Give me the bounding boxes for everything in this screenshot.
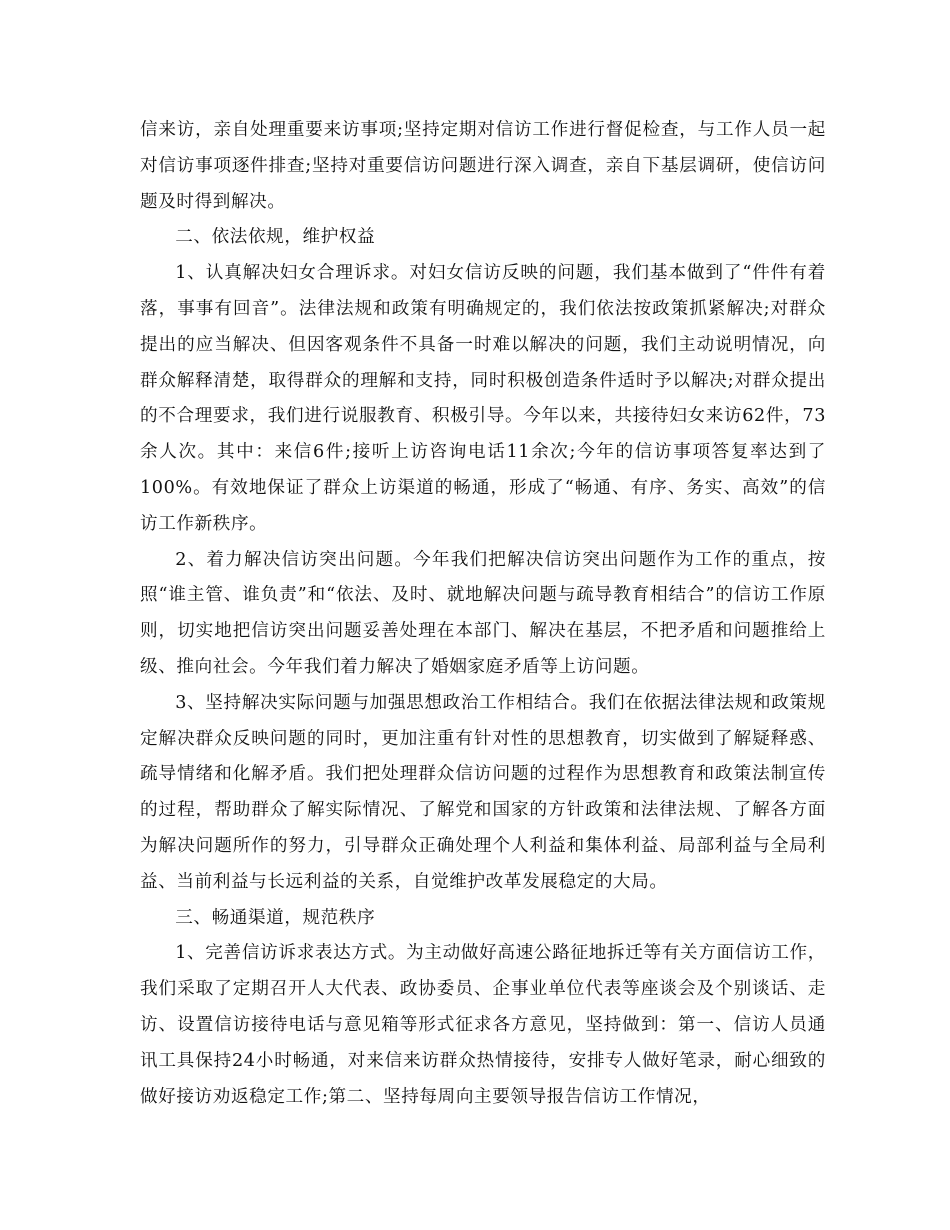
paragraph-2-1: 1、认真解决妇女合理诉求。对妇女信访反映的问题，我们基本做到了“件件有着落，事事有回音”。法律法规和政策有明确规定的，我们依法按政策抓紧解决;对群众提出的应当解决、但因客观条件不具备一时难以解决的问题，我们主动说明情况，向群众解释清楚，取得群众的理解和支持，同时积极创造条件适时予以解决;对群众提出的不合理要求，我们进行说服教育、积极引导。今年以来，共接待妇女来访62件，73余人次。其中：来信6件;接听上访咨询电话11余次;今年的信访事项答复率达到了100%。有效地保证了群众上访渠道的畅通，形成了“畅通、有序、务实、高效”的信访工作新秩序。 xyxy=(140,263,826,534)
section-heading-2: 二、依法依规，维护权益 xyxy=(175,227,376,248)
paragraph-3-1: 1、完善信访诉求表达方式。为主动做好高速公路征地拆迁等有关方面信访工作，我们采取了定期召开人大代表、政协委员、企事业单位代表等座谈会及个别谈话、走访、设置信访接待电话与意见箱等形式征求各方意见，坚持做到：第一、信访人员通讯工具保持24小时畅通，对来信来访群众热情接待，安排专人做好笔录，耐心细致的做好接访劝返稳定工作;第二、坚持每周向主要领导报告信访工作情况， xyxy=(140,943,826,1107)
paragraph-2-3: 3、坚持解决实际问题与加强思想政治工作相结合。我们在依据法律法规和政策规定解决群众反映问题的同时，更加注重有针对性的思想教育，切实做到了解疑释惑、疏导情绪和化解矛盾。我们把处理群众信访问题的过程作为思想教育和政策法制宣传的过程，帮助群众了解实际情况、了解党和国家的方针政策和法律法规、了解各方面为解决问题所作的努力，引导群众正确处理个人利益和集体利益、局部利益与全局利益、当前利益与长远利益的关系，自觉维护改革发展稳定的大局。 xyxy=(140,692,826,892)
paragraph-continuation: 信来访，亲自处理重要来访事项;坚持定期对信访工作进行督促检查，与工作人员一起对信访事项逐件排查;坚持对重要信访问题进行深入调查，亲自下基层调研，使信访问题及时得到解决。 xyxy=(140,120,826,212)
document-body xyxy=(140,113,826,1115)
section-heading-3: 三、畅通渠道，规范秩序 xyxy=(175,907,376,928)
paragraph-2-2: 2、着力解决信访突出问题。今年我们把解决信访突出问题作为工作的重点，按照“谁主管、谁负责”和“依法、及时、就地解决问题与疏导教育相结合”的信访工作原则，切实地把信访突出问题妥善处理在本部门、解决在基层，不把矛盾和问题推给上级、推向社会。今年我们着力解决了婚姻家庭矛盾等上访问题。 xyxy=(140,549,826,677)
